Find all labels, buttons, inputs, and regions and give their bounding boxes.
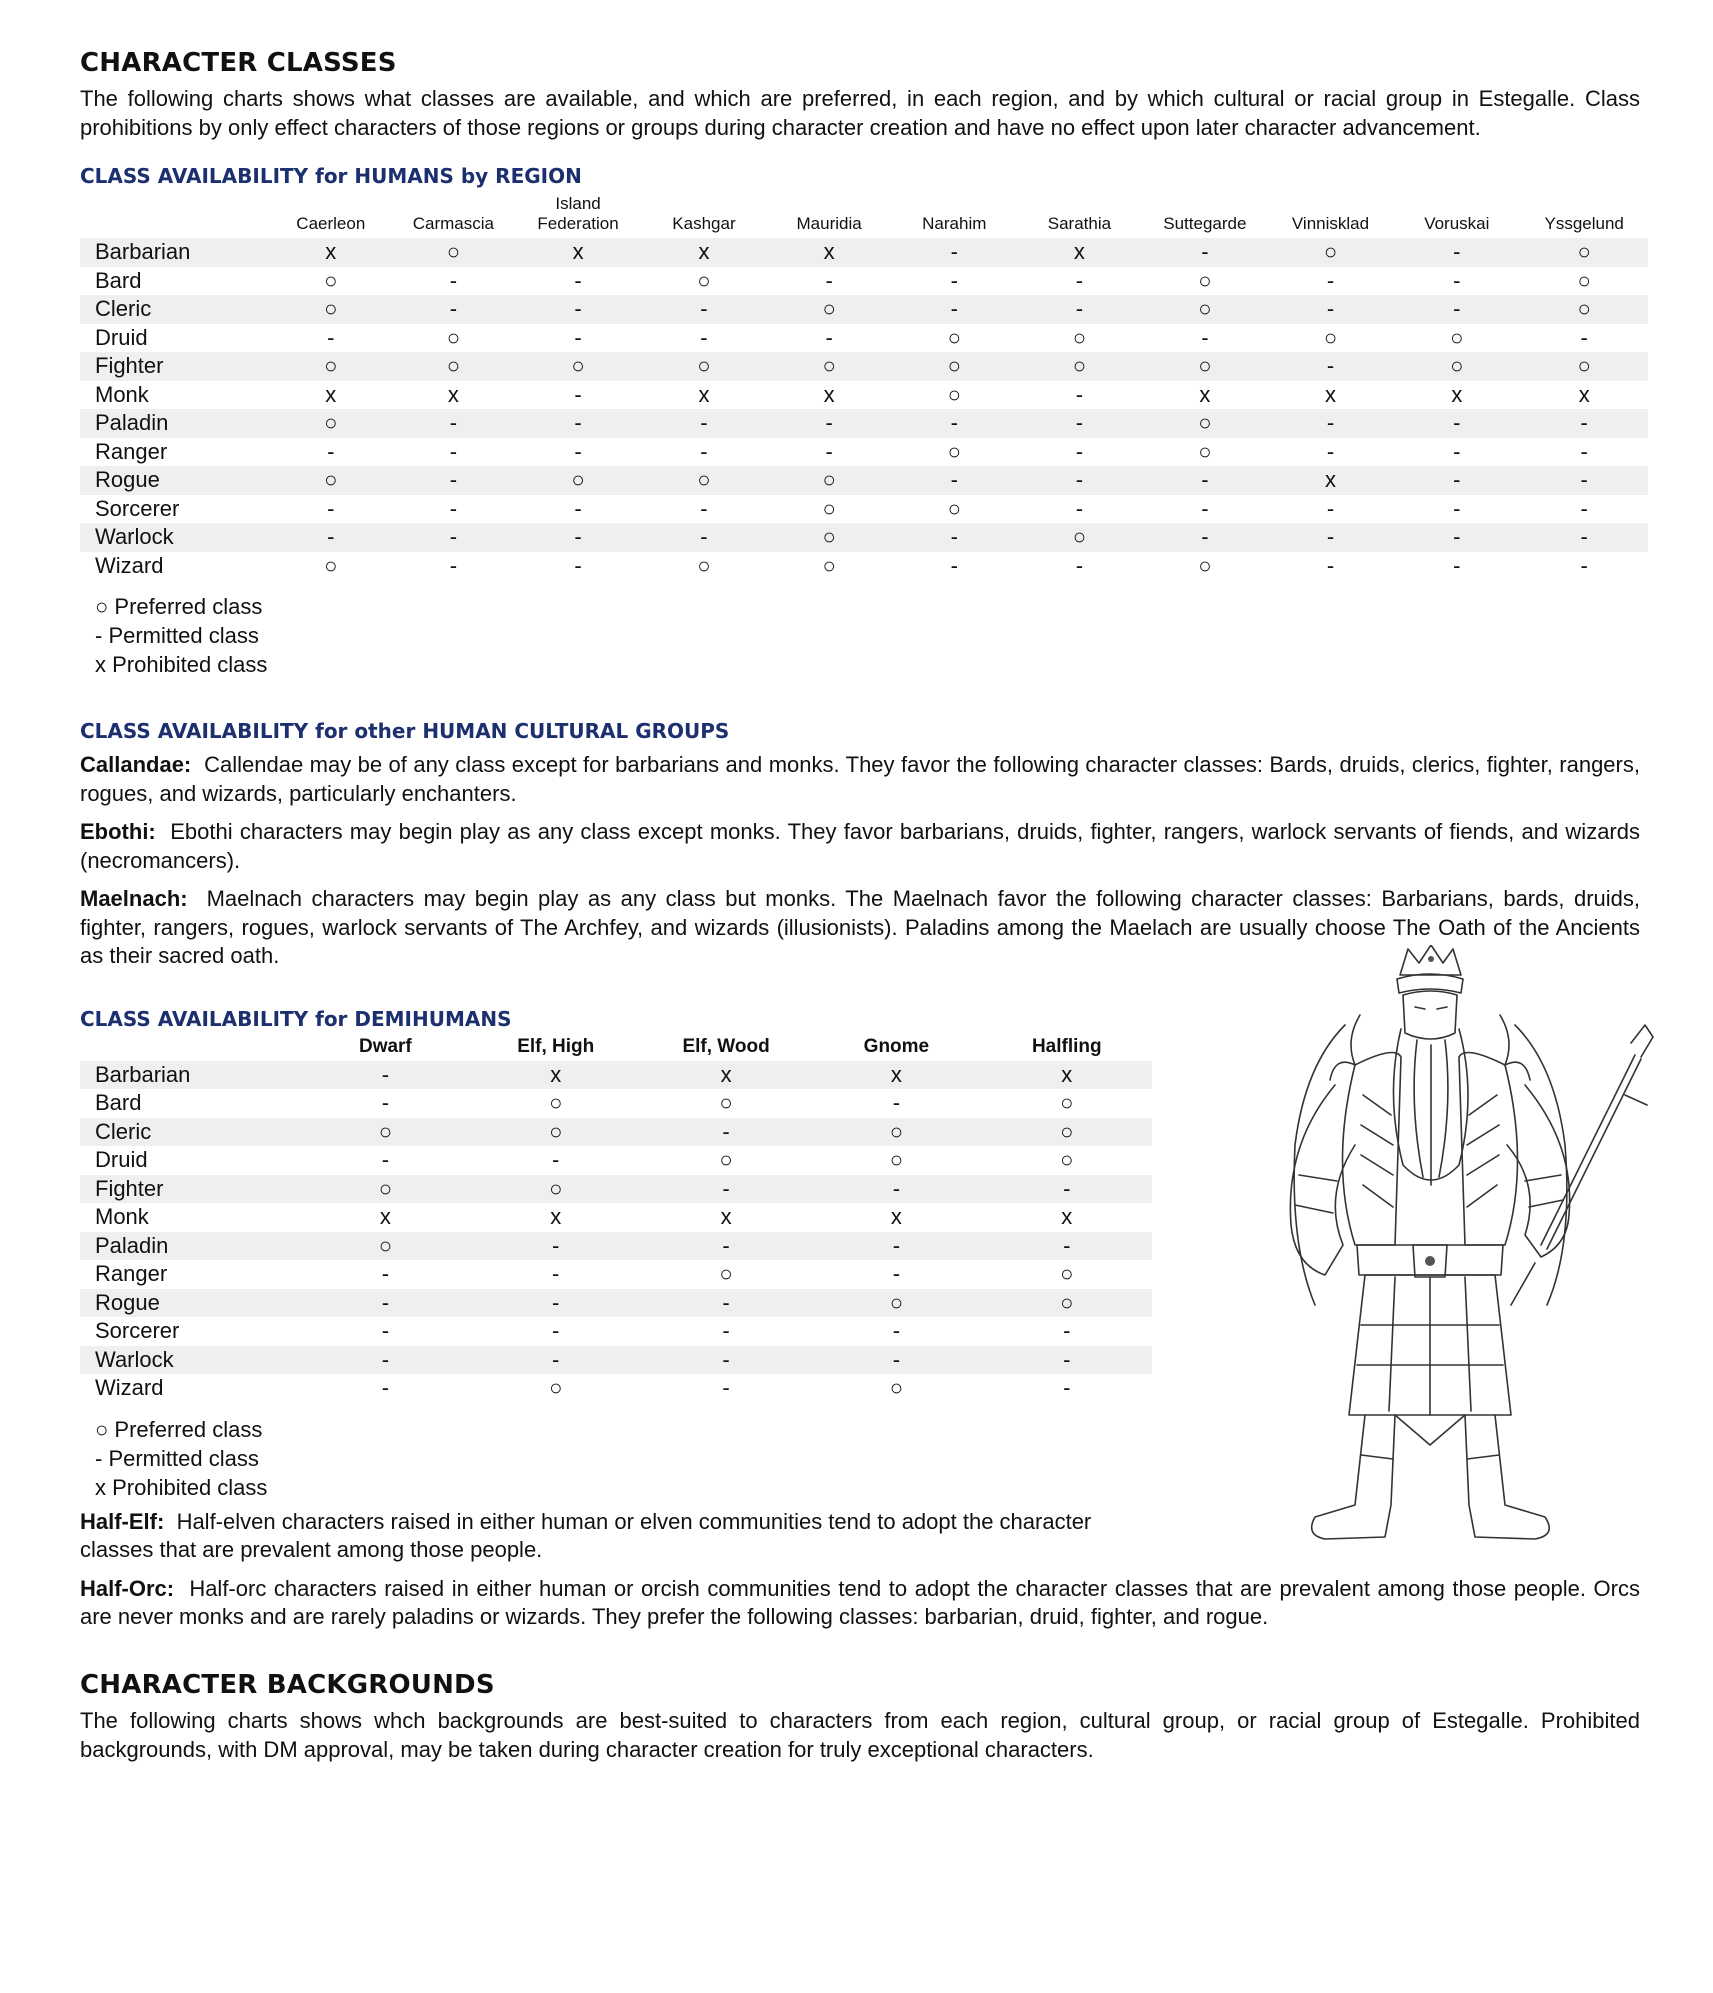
availability-cell: - [381, 1090, 390, 1116]
class-name: Rogue [80, 466, 270, 495]
availability-cell: - [1580, 438, 1588, 464]
table-row [80, 1374, 1152, 1403]
availability-cell: - [641, 295, 766, 324]
availability-cell: ○ [1520, 352, 1648, 381]
legend-item: x Prohibited class [95, 652, 268, 677]
availability-cell: - [1075, 495, 1084, 521]
table-row [80, 1260, 1152, 1289]
availability-cell: ○ [1060, 1090, 1074, 1116]
class-name: Bard [95, 1090, 142, 1116]
availability-cell: ○ [822, 495, 836, 521]
column-header-sarathia: Sarathia [1047, 214, 1112, 233]
availability-cell: - [381, 1318, 390, 1344]
availability-cell: - [1580, 324, 1588, 350]
availability-cell: ○ [1393, 352, 1520, 381]
availability-cell: x [767, 238, 892, 267]
availability-cell: - [1268, 523, 1394, 552]
availability-cell: - [641, 409, 766, 438]
availability-cell: - [1142, 238, 1268, 267]
availability-cell: - [300, 1289, 470, 1318]
class-name: Cleric [80, 295, 270, 324]
availability-cell: - [892, 1318, 901, 1344]
cultural-term: Ebothi: [80, 819, 156, 844]
availability-cell: x [823, 381, 835, 407]
class-name: Monk [95, 381, 149, 407]
availability-cell: - [1201, 324, 1209, 350]
availability-cell: ○ [1577, 267, 1591, 293]
availability-cell: - [1075, 552, 1084, 578]
column-header-kashgar: Kashgar [672, 214, 736, 233]
availability-cell: - [641, 1232, 811, 1261]
table-row [80, 495, 1648, 524]
availability-cell: - [700, 324, 708, 350]
availability-cell: x [1268, 466, 1394, 495]
availability-cell: x [1324, 381, 1336, 407]
cultural-entry-ebothi [80, 818, 1640, 875]
availability-cell: ○ [446, 324, 461, 350]
availability-cell: ○ [515, 352, 642, 381]
availability-cell: - [1142, 466, 1268, 495]
availability-cell: - [449, 267, 458, 293]
availability-cell: - [574, 324, 582, 350]
column-header-narahim: Narahim [922, 214, 987, 233]
availability-cell: - [1075, 381, 1084, 407]
availability-cell: ○ [324, 552, 338, 578]
table-row [80, 1061, 1152, 1090]
demihumans-class-table [80, 1037, 1152, 1403]
class-name: Fighter [80, 352, 270, 381]
availability-cell: - [1453, 438, 1461, 464]
availability-cell: ○ [767, 523, 892, 552]
class-name: Ranger [95, 438, 168, 464]
availability-cell: ○ [982, 1289, 1152, 1318]
availability-cell: - [892, 1261, 901, 1287]
availability-cell: ○ [270, 352, 392, 381]
availability-cell: ○ [324, 267, 338, 293]
availability-cell: - [1393, 295, 1520, 324]
availability-cell: - [449, 495, 458, 521]
availability-cell: ○ [641, 466, 766, 495]
half-elf-text: Half-elven characters raised in either human or elven communities tend to adopt the character classes that are prevalent among those people. [80, 1508, 1092, 1562]
availability-cell: - [1520, 409, 1648, 438]
humans-table-heading: CLASS AVAILABILITY for HUMANS by REGION [80, 164, 582, 188]
availability-cell: ○ [889, 1375, 904, 1401]
availability-cell: - [1268, 295, 1394, 324]
availability-cell: - [700, 495, 708, 521]
availability-cell: ○ [471, 1118, 641, 1147]
availability-cell: - [381, 1147, 390, 1173]
availability-cell: ○ [270, 295, 392, 324]
availability-cell: ○ [471, 1175, 641, 1204]
availability-cell: - [1326, 495, 1335, 521]
availability-cell: x [325, 381, 337, 407]
availability-cell: ○ [947, 495, 961, 521]
availability-cell: - [950, 552, 958, 578]
availability-cell: - [552, 1318, 560, 1344]
availability-cell: - [1268, 352, 1394, 381]
availability-cell: ○ [719, 1147, 733, 1173]
column-header-island-federation: Island Federation [537, 194, 619, 233]
availability-cell: - [1017, 295, 1142, 324]
availability-cell: ○ [767, 466, 892, 495]
availability-cell: - [1393, 466, 1520, 495]
class-name: Paladin [80, 1232, 300, 1261]
availability-cell: ○ [1268, 238, 1394, 267]
availability-cell: ○ [719, 1090, 733, 1116]
class-name: Bard [95, 267, 142, 293]
availability-cell: - [892, 466, 1017, 495]
half-orc-note [80, 1575, 1640, 1632]
availability-cell: - [950, 267, 958, 293]
availability-cell: ○ [947, 381, 961, 407]
availability-cell: - [300, 1346, 470, 1375]
availability-cell: ○ [767, 295, 892, 324]
availability-cell: - [1393, 523, 1520, 552]
class-name: Warlock [80, 523, 270, 552]
column-header-halfling: Halfling [1031, 1035, 1102, 1057]
availability-cell: x [982, 1061, 1152, 1090]
availability-cell: - [327, 495, 335, 521]
class-name: Druid [95, 324, 148, 350]
class-name: Ranger [95, 1261, 168, 1287]
availability-cell: ○ [1017, 352, 1142, 381]
cultural-term: Callandae: [80, 752, 192, 777]
availability-cell: ○ [300, 1118, 470, 1147]
column-header-suttegarde: Suttegarde [1163, 214, 1247, 233]
availability-cell: - [641, 1346, 811, 1375]
availability-cell: ○ [515, 466, 642, 495]
availability-cell: x [515, 238, 642, 267]
availability-cell: - [641, 523, 766, 552]
availability-cell: - [700, 438, 708, 464]
cultural-text: Callendae may be of any class except for barbarians and monks. They favor the following character classes: Bards, druids, clerics, fighter, rangers, rogues, and wizards, particularly enchanters. [80, 752, 1640, 806]
table-row [80, 1317, 1152, 1346]
half-orc-text: Half-orc characters raised in either human or orcish communities tend to adopt the character classes that are prevalent among those people. Orcs are never monks and are rarely paladins or wizards. They prefer the following classes: barbarian, druid, fighter, and rogue. [80, 1575, 1640, 1629]
availability-cell: - [722, 1318, 730, 1344]
availability-cell: ○ [1142, 352, 1268, 381]
availability-cell: - [982, 1346, 1152, 1375]
column-header-yssgelund: Yssgelund [1544, 214, 1624, 233]
availability-cell: - [767, 409, 892, 438]
cultural-text: Ebothi characters may begin play as any class except monks. They favor barbarians, druids, fighter, rangers, warlock servants of fiends, and wizards (necromancers). [80, 819, 1640, 873]
availability-cell: x [270, 238, 392, 267]
availability-cell: ○ [270, 466, 392, 495]
column-header-dwarf: Dwarf [358, 1035, 412, 1057]
table-row [80, 1146, 1152, 1175]
table-row [80, 324, 1648, 353]
cultural-text: Maelnach characters may begin play as any class but monks. The Maelnach favor the following character classes: Barbarians, bards, druids, fighter, rangers, rogues, warlock servants of The Archfey, and wizards (illusionists). Paladins among the Maelach are usually choose The Oath of the Ancients as their sacred oath. [80, 886, 1641, 968]
availability-cell: ○ [1060, 1261, 1074, 1287]
table-row [80, 1203, 1152, 1232]
table-row [80, 1175, 1152, 1204]
availability-cell: x [720, 1204, 732, 1230]
availability-cell: - [381, 1261, 390, 1287]
availability-cell: - [1268, 409, 1394, 438]
availability-cell: - [1075, 267, 1084, 293]
availability-cell: - [327, 438, 335, 464]
availability-cell: - [982, 1175, 1152, 1204]
availability-cell: ○ [1520, 238, 1648, 267]
availability-cell: - [471, 1232, 641, 1261]
availability-cell: ○ [641, 352, 766, 381]
availability-cell: - [641, 1175, 811, 1204]
table-row [80, 466, 1648, 495]
availability-cell: - [1453, 552, 1461, 578]
availability-cell: x [641, 238, 766, 267]
availability-cell: x [447, 381, 459, 407]
availability-cell: ○ [822, 552, 836, 578]
demi-table-heading: CLASS AVAILABILITY for DEMIHUMANS [80, 1006, 512, 1031]
availability-cell: - [892, 295, 1017, 324]
legend-item: - Permitted class [95, 1445, 259, 1471]
availability-cell: - [825, 267, 833, 293]
availability-cell: ○ [1323, 324, 1338, 350]
class-name: Cleric [80, 1118, 300, 1147]
availability-cell: ○ [300, 1232, 470, 1261]
availability-cell: - [892, 238, 1017, 267]
availability-cell: x [1061, 1204, 1073, 1230]
availability-cell: - [392, 523, 515, 552]
column-header-carmascia: Carmascia [412, 214, 494, 233]
legend-item: - Permitted class [95, 623, 259, 648]
table-row [80, 381, 1648, 410]
availability-cell: ○ [811, 1289, 981, 1318]
availability-cell: ○ [1142, 409, 1268, 438]
column-header-gnome: Gnome [863, 1035, 930, 1057]
availability-cell: ○ [1450, 324, 1464, 350]
table-row [80, 1089, 1152, 1118]
availability-cell: - [811, 1346, 981, 1375]
cultural-entry-callandae [80, 751, 1640, 808]
availability-cell: ○ [1198, 552, 1212, 578]
column-header-caerleon: Caerleon [296, 214, 366, 233]
legend-item: x Prohibited class [95, 1474, 268, 1500]
availability-cell: ○ [947, 438, 961, 464]
availability-cell: ○ [892, 352, 1017, 381]
table-row [80, 1346, 1152, 1375]
dwarf-warrior-sketch-icon [1195, 945, 1675, 1555]
availability-cell: - [892, 1090, 901, 1116]
availability-cell: x [550, 1204, 562, 1230]
class-column-header [80, 1037, 300, 1061]
class-name: Wizard [95, 552, 164, 578]
availability-cell: ○ [392, 352, 515, 381]
availability-cell: - [811, 1232, 981, 1261]
classes-title: CHARACTER CLASSES [80, 48, 397, 78]
availability-cell: - [1017, 466, 1142, 495]
availability-cell: - [552, 1147, 560, 1173]
availability-cell: - [1453, 495, 1461, 521]
availability-cell: ○ [1520, 295, 1648, 324]
half-elf-note [80, 1508, 1140, 1565]
availability-cell: - [392, 409, 515, 438]
availability-cell: - [1520, 466, 1648, 495]
page [80, 48, 1640, 1764]
availability-cell: - [449, 438, 458, 464]
availability-cell: ○ [300, 1175, 470, 1204]
availability-cell: - [825, 324, 833, 350]
class-name: Barbarian [80, 238, 270, 267]
table-row [80, 409, 1648, 438]
availability-cell: - [1393, 238, 1520, 267]
table-row [80, 1289, 1152, 1318]
availability-cell: x [811, 1061, 981, 1090]
availability-cell: - [392, 295, 515, 324]
table-row [80, 1118, 1152, 1147]
availability-cell: - [381, 1375, 390, 1401]
availability-cell: - [1142, 523, 1268, 552]
availability-cell: x [641, 1061, 811, 1090]
availability-cell: - [471, 1289, 641, 1318]
availability-cell: - [392, 466, 515, 495]
availability-cell: ○ [889, 1147, 904, 1173]
availability-cell: x [698, 381, 710, 407]
table-row [80, 552, 1648, 581]
availability-cell: - [449, 552, 458, 578]
availability-cell: - [515, 409, 642, 438]
availability-cell: - [574, 438, 582, 464]
availability-cell: - [1580, 495, 1588, 521]
class-column-header [80, 194, 270, 238]
availability-cell: - [270, 523, 392, 552]
availability-cell: - [327, 324, 335, 350]
availability-cell: - [722, 1375, 730, 1401]
availability-cell: - [471, 1346, 641, 1375]
availability-cell: - [892, 409, 1017, 438]
availability-cell: - [1326, 267, 1335, 293]
backgrounds-intro: The following charts shows whch backgrounds are best-suited to characters from each region, cultural group, or racial group of Estegalle. Prohibited backgrounds, with DM approval, may be taken during character creation for truly exceptional characters. [80, 1707, 1640, 1762]
availability-cell: - [1520, 523, 1648, 552]
column-header-mauridia: Mauridia [796, 214, 862, 233]
availability-cell: - [552, 1261, 560, 1287]
availability-cell: x [890, 1204, 902, 1230]
availability-cell: x [1199, 381, 1211, 407]
class-name: Monk [95, 1204, 149, 1230]
class-name: Rogue [80, 1289, 300, 1318]
availability-cell: - [515, 523, 642, 552]
class-name: Fighter [80, 1175, 300, 1204]
availability-cell: ○ [1198, 438, 1212, 464]
column-header-voruskai: Voruskai [1424, 214, 1490, 233]
availability-cell: ○ [811, 1118, 981, 1147]
table-row [80, 267, 1648, 296]
cultural-groups [80, 751, 1640, 971]
availability-cell: ○ [719, 1261, 733, 1287]
availability-cell: x [1017, 238, 1142, 267]
column-header-elf-high: Elf, High [517, 1035, 595, 1057]
availability-cell: x [379, 1204, 391, 1230]
classes-intro: The following charts shows what classes are available, and which are preferred, in each region, and by which cultural or racial group in Estegalle. Class prohibitions by only effect characters of those regions or groups during character creation and have no effect upon later character advancement. [80, 86, 1640, 140]
availability-cell: - [1075, 438, 1084, 464]
column-header-vinnisklad: Vinnisklad [1291, 214, 1370, 233]
availability-cell: - [1326, 552, 1335, 578]
class-name: Druid [95, 1147, 148, 1173]
legend-item: ○ Preferred class [95, 1416, 263, 1442]
table-row [80, 1232, 1152, 1261]
availability-cell: - [1201, 495, 1209, 521]
legend-item: ○ Preferred class [95, 594, 263, 619]
availability-cell: ○ [270, 409, 392, 438]
backgrounds-title: CHARACTER BACKGROUNDS [80, 1669, 495, 1700]
availability-cell: ○ [1142, 295, 1268, 324]
availability-cell: - [1580, 552, 1588, 578]
cultural-heading: CLASS AVAILABILITY for other HUMAN CULTURAL GROUPS [80, 719, 730, 743]
class-name: Sorcerer [95, 495, 180, 521]
humans-legend [80, 592, 1640, 679]
availability-cell: - [641, 1118, 811, 1147]
availability-cell: - [574, 552, 582, 578]
availability-cell: - [825, 438, 833, 464]
availability-cell: - [641, 1289, 811, 1318]
class-name: Sorcerer [95, 1318, 180, 1344]
availability-cell: ○ [1017, 523, 1142, 552]
class-name: Barbarian [80, 1061, 300, 1090]
table-row [80, 295, 1648, 324]
cultural-term: Maelnach: [80, 886, 188, 911]
humans-class-table [80, 194, 1648, 580]
availability-cell: ○ [1072, 324, 1087, 350]
availability-cell: - [574, 495, 582, 521]
half-elf-term: Half-Elf: [80, 1508, 165, 1534]
availability-cell: x [1578, 381, 1590, 407]
availability-cell: - [1393, 409, 1520, 438]
availability-cell: - [811, 1175, 981, 1204]
availability-cell: ○ [549, 1090, 563, 1116]
demihumans-section [80, 1007, 1640, 1632]
half-orc-term: Half-Orc: [80, 1575, 175, 1601]
class-name: Warlock [80, 1346, 300, 1375]
availability-cell: ○ [697, 552, 711, 578]
availability-cell: - [574, 267, 582, 293]
availability-cell: - [1063, 1375, 1071, 1401]
availability-cell: - [1453, 267, 1461, 293]
table-row [80, 438, 1648, 467]
table-row [80, 238, 1648, 267]
table-row [80, 523, 1648, 552]
class-name: Wizard [95, 1375, 164, 1401]
availability-cell: - [1017, 409, 1142, 438]
availability-cell: ○ [982, 1118, 1152, 1147]
availability-cell: x [471, 1061, 641, 1090]
availability-cell: ○ [767, 352, 892, 381]
availability-cell: - [300, 1061, 470, 1090]
availability-cell: ○ [697, 267, 711, 293]
availability-cell: - [515, 295, 642, 324]
column-header-elf-wood: Elf, Wood [682, 1035, 770, 1057]
availability-cell: ○ [1060, 1147, 1074, 1173]
table-row [80, 352, 1648, 381]
availability-cell: - [1063, 1318, 1071, 1344]
availability-cell: ○ [392, 238, 515, 267]
availability-cell: ○ [1198, 267, 1212, 293]
availability-cell: ○ [549, 1375, 563, 1401]
availability-cell: - [574, 381, 582, 407]
class-name: Paladin [80, 409, 270, 438]
availability-cell: x [1451, 381, 1463, 407]
availability-cell: - [1326, 438, 1335, 464]
availability-cell: ○ [947, 324, 961, 350]
availability-cell: - [982, 1232, 1152, 1261]
availability-cell: - [892, 523, 1017, 552]
